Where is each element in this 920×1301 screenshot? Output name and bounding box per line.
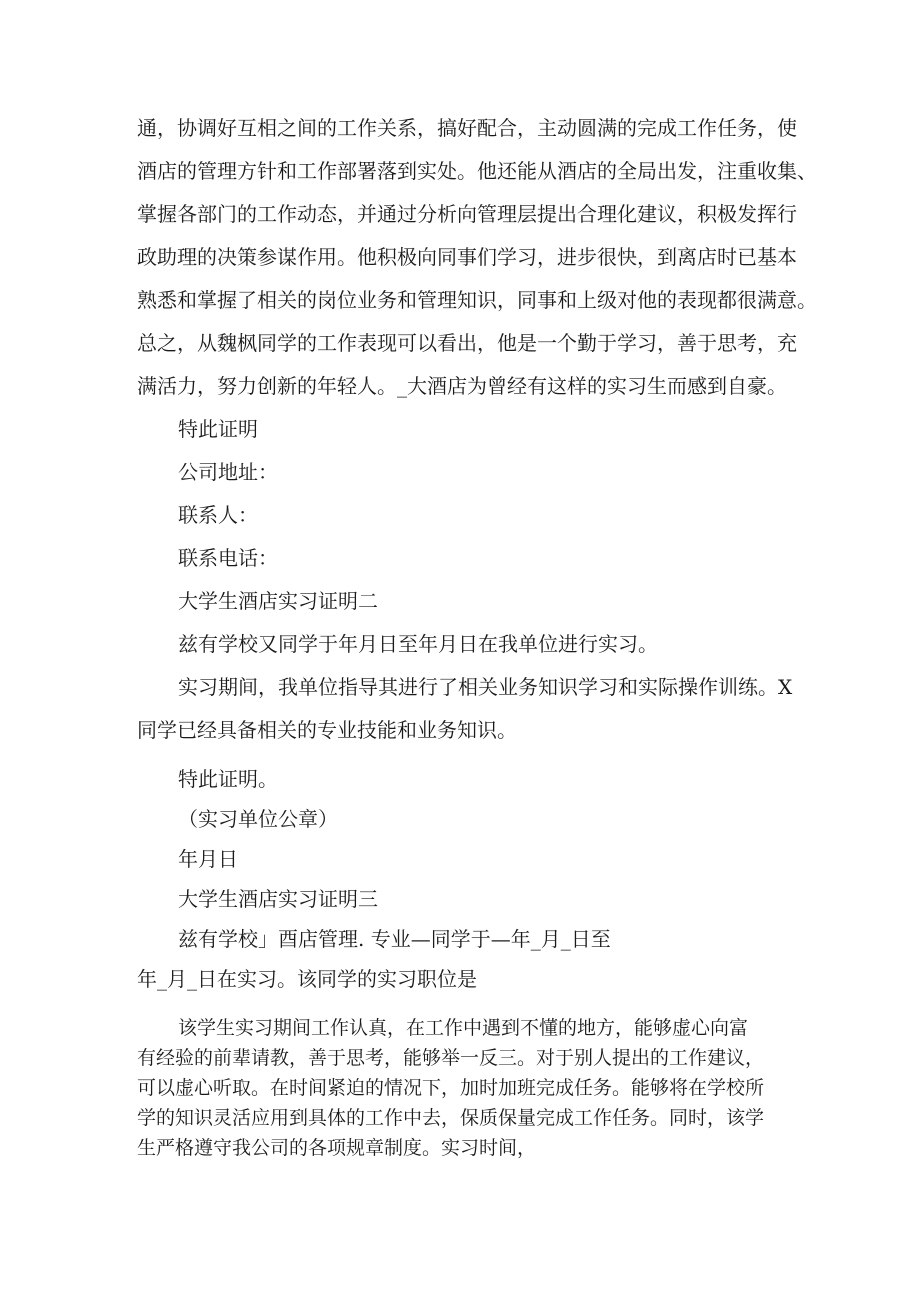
paragraph-line: 满活力，努力创新的年轻人。_大酒店为曾经有这样的实习生而感到自豪。 [137, 374, 787, 398]
paragraph-line: 酒店的管理方针和工作部署落到实处。他还能从酒店的全局出发，注重收集、 [137, 159, 817, 183]
paragraph-line: 熟悉和掌握了相关的岗位业务和管理知识，同事和上级对他的表现都很满意。 [137, 288, 817, 312]
date-line: 年月日 [178, 847, 238, 871]
paragraph-line: 政助理的决策参谋作用。他积极向同事们学习，进步很快，到离店时已基本 [137, 245, 797, 269]
section-body-line: 同学已经具备相关的专业技能和业务知识。 [137, 718, 517, 742]
section-intro: 兹有学校又同学于年月日至年月日在我单位进行实习。 [178, 632, 658, 656]
section-body-line: 可以虚心听取。在时间紧迫的情况下，加时加班完成任务。能够将在学校所 [137, 1077, 765, 1099]
section-body-line: 学的知识灵活应用到具体的工作中去，保质保量完成工作任务。同时，该学 [137, 1107, 765, 1129]
section-body-line: 实习期间，我单位指导其进行了相关业务知识学习和实际操作训练。X [178, 675, 793, 699]
section-closing: 特此证明。 [178, 767, 278, 791]
seal-label: （实习单位公章） [178, 807, 338, 831]
contact-phone-label: 联系电话： [178, 546, 278, 570]
contact-person-label: 联系人： [178, 503, 258, 527]
paragraph-line: 通，协调好互相之间的工作关系，搞好配合，主动圆满的完成工作任务，使 [137, 116, 797, 140]
paragraph-line: 总之，从魏枫同学的工作表现可以看出，他是一个勤于学习，善于思考，充 [137, 331, 797, 355]
certification-closing: 特此证明 [178, 417, 258, 441]
section-title: 大学生酒店实习证明三 [178, 887, 378, 911]
section-body-line: 有经验的前辈请教，善于思考，能够举一反三。对于别人提出的工作建议， [137, 1047, 765, 1069]
company-address-label: 公司地址： [178, 460, 278, 484]
section-intro-line: 兹有学校」酉店管理. 专业—同学于—年_月_日至 [178, 927, 611, 951]
section-title: 大学生酒店实习证明二 [178, 589, 378, 613]
paragraph-line: 掌握各部门的工作动态，并通过分析向管理层提出合理化建议，积极发挥行 [137, 202, 797, 226]
section-body-line: 生严格遵守我公司的各项规章制度。实习时间， [137, 1137, 537, 1159]
section-body-line: 该学生实习期间工作认真，在工作中遇到不懂的地方，能够虚心向富 [178, 1017, 749, 1039]
section-intro-line: 年_月_日在实习。该同学的实习职位是 [137, 967, 477, 991]
